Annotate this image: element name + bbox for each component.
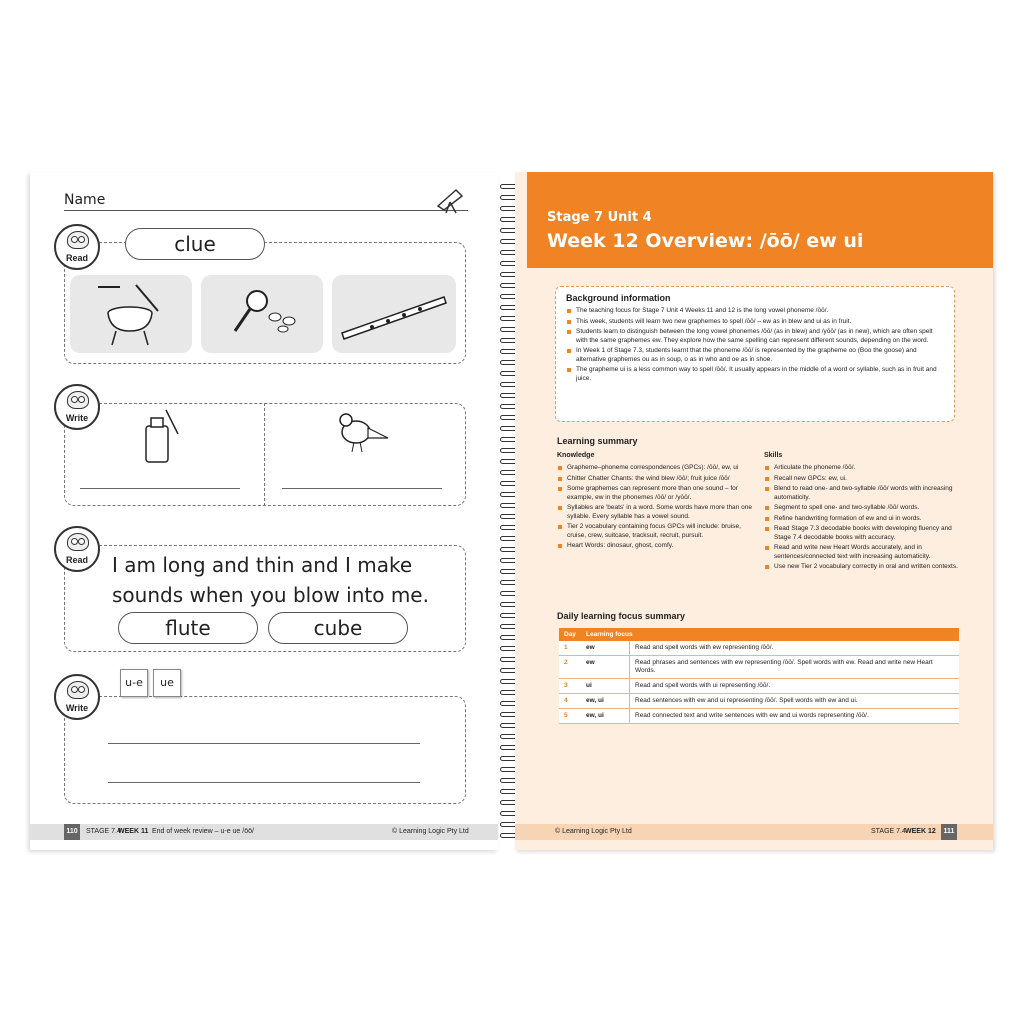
skill-item: Read and write new Heart Words accurately, and in sentences/connected text with increasing automaticity. [764,544,960,561]
knowledge-item: Tier 2 vocabulary containing focus GPCs will include: bruise, cruise, crew, suitcase, tracksuit, recruit, pursuit. [557,523,753,540]
grapheme-tile-u-e[interactable]: u-e [120,669,148,697]
day-cell: 5 [559,709,581,724]
left-footer [30,824,498,840]
knowledge-item: Heart Words: dinosaur, ghost, comfy. [557,542,753,551]
focus-cell: Read connected text and write sentences with ew and ui words representing /ōō/. [630,709,960,724]
fondue-pot-icon [70,275,192,353]
background-item: The teaching focus for Stage 7 Unit 4 Weeks 11 and 12 is the long vowel phoneme /ōō/. [566,307,944,316]
name-line [64,210,468,211]
knowledge-item: Syllables are 'beats' in a word. Some words have more than one syllable. Every syllable has a vowel sound. [557,504,753,521]
table-row [559,641,959,656]
page-number: 110 [64,824,80,840]
background-item: In Week 1 of Stage 7.3, students learnt that the phoneme /ōō/ is represented by the grapheme oo (Boo the goose) and alternative graphemes ou as in soup, o as in who and oe as in shoe. [566,347,944,364]
skills-list [764,464,960,574]
page-number: 111 [941,824,957,840]
background-item: Students learn to distinguish between the long vowel phonemes /ōō/ (as in blew) and /yōō/ (as in new), which are often spelt with the same graphemes ew. They explore how the same spelling can represent different sounds, depending on the word. [566,328,944,345]
writing-child-icon: Write [54,674,100,720]
table-row [559,694,959,709]
write-line-1[interactable] [80,488,240,489]
table-row [559,709,959,724]
skill-item: Articulate the phoneme /ōō/. [764,464,960,473]
flute-icon [332,275,456,353]
table-row [559,679,959,694]
footer-description: End of week review – u-e ue /ōō/ [152,828,254,835]
reading-child-icon: Read [54,224,100,270]
skill-item: Recall new GPCs: ew, ui. [764,475,960,484]
worksheet-page [30,172,498,850]
background-title: Background information [566,293,671,303]
sentence-line-1[interactable] [108,743,420,744]
table-row [559,656,959,679]
footer-stage: STAGE 7.4 [86,828,121,835]
knowledge-title: Knowledge [557,452,595,459]
daily-focus-table [559,628,959,724]
knowledge-item: Grapheme–phoneme correspondences (GPCs): /ōō/, ew, ui [557,464,753,473]
grapheme-tile-ue[interactable]: ue [153,669,181,697]
choice-cube[interactable]: cube [268,612,408,644]
footer-week: WEEK 11 [118,828,149,835]
focus-cell: Read sentences with ew and ui representing /ōō/. Spell words with ew and ui. [630,694,960,709]
name-label: Name [64,192,106,208]
picture-card-flute[interactable] [332,275,456,353]
skill-item: Blend to read one- and two-syllable /ōō/ words with increasing automaticity. [764,485,960,502]
write-divider [264,403,265,506]
knowledge-list [557,464,753,553]
footer-week: WEEK 12 [905,828,936,835]
knowledge-item: Some graphemes can represent more than one sound – for example, ew in the phonemes /ōō/ or /yōō/. [557,485,753,502]
gpc-cell: ew [581,656,630,679]
gpc-cell: ui [581,679,630,694]
col-day: Day [559,628,581,641]
footer-stage: STAGE 7.4 [871,828,906,835]
day-cell: 4 [559,694,581,709]
overview-page [515,172,993,850]
picture-card-fondue[interactable] [70,275,192,353]
write-sentence-box [64,696,466,804]
bird-icon [332,408,392,454]
glue-bottle-icon [138,408,184,466]
write-line-2[interactable] [282,488,442,489]
skills-title: Skills [764,452,783,459]
gpc-cell: ew, ui [581,709,630,724]
learning-summary-title: Learning summary [557,436,638,446]
day-cell: 2 [559,656,581,679]
day-cell: 3 [559,679,581,694]
reading-child-icon: Read [54,526,100,572]
right-footer [515,824,993,840]
footer-copyright: © Learning Logic Pty Ltd [392,828,469,835]
telescope-icon [434,182,468,214]
skill-item: Read Stage 7.3 decodable books with developing fluency and Stage 7.4 decodable books with accuracy. [764,525,960,542]
focus-cell: Read and spell words with ui representing /ōō/. [630,679,960,694]
focus-cell: Read phrases and sentences with ew representing /ōō/. Spell words with ew. Read and write new Heart Words. [630,656,960,679]
background-item: The grapheme ui is a less common way to spell /ōō/. It usually appears in the middle of a word or syllable, such as in fruit and juice. [566,366,944,383]
day-cell: 1 [559,641,581,656]
gpc-cell: ew [581,641,630,656]
knowledge-item: Chitter Chatter Chants: the wind blew /ōō/; fruit juice /ōō/ [557,475,753,484]
focus-cell: Read and spell words with ew representing /ōō/. [630,641,960,656]
sentence-line-2[interactable] [108,782,420,783]
writing-child-icon: Write [54,384,100,430]
col-focus: Learning focus [581,628,959,641]
skill-item: Refine handwriting formation of ew and ui in words. [764,515,960,524]
gpc-cell: ew, ui [581,694,630,709]
background-info-box [555,286,955,422]
magnifying-glass-icon [201,275,323,353]
skill-item: Use new Tier 2 vocabulary correctly in oral and written contexts. [764,563,960,572]
picture-card-magnifier[interactable] [201,275,323,353]
skill-item: Segment to spell one- and two-syllable /ōō/ words. [764,504,960,513]
target-word: clue [125,228,265,260]
riddle-line-2: sounds when you blow into me. [112,583,429,607]
week-title: Week 12 Overview: /ōō/ ew ui [547,230,864,252]
stage-unit-title: Stage 7 Unit 4 [547,210,652,225]
footer-copyright: © Learning Logic Pty Ltd [555,828,632,835]
daily-focus-title: Daily learning focus summary [557,611,686,621]
background-item: This week, students will learn two new graphemes to spell /ōō/ – ew as in blew and ui as in fruit. [566,318,944,327]
riddle-line-1: I am long and thin and I make [112,553,413,577]
table-header [559,628,959,641]
write-section-box [64,403,466,506]
choice-flute[interactable]: flute [118,612,258,644]
